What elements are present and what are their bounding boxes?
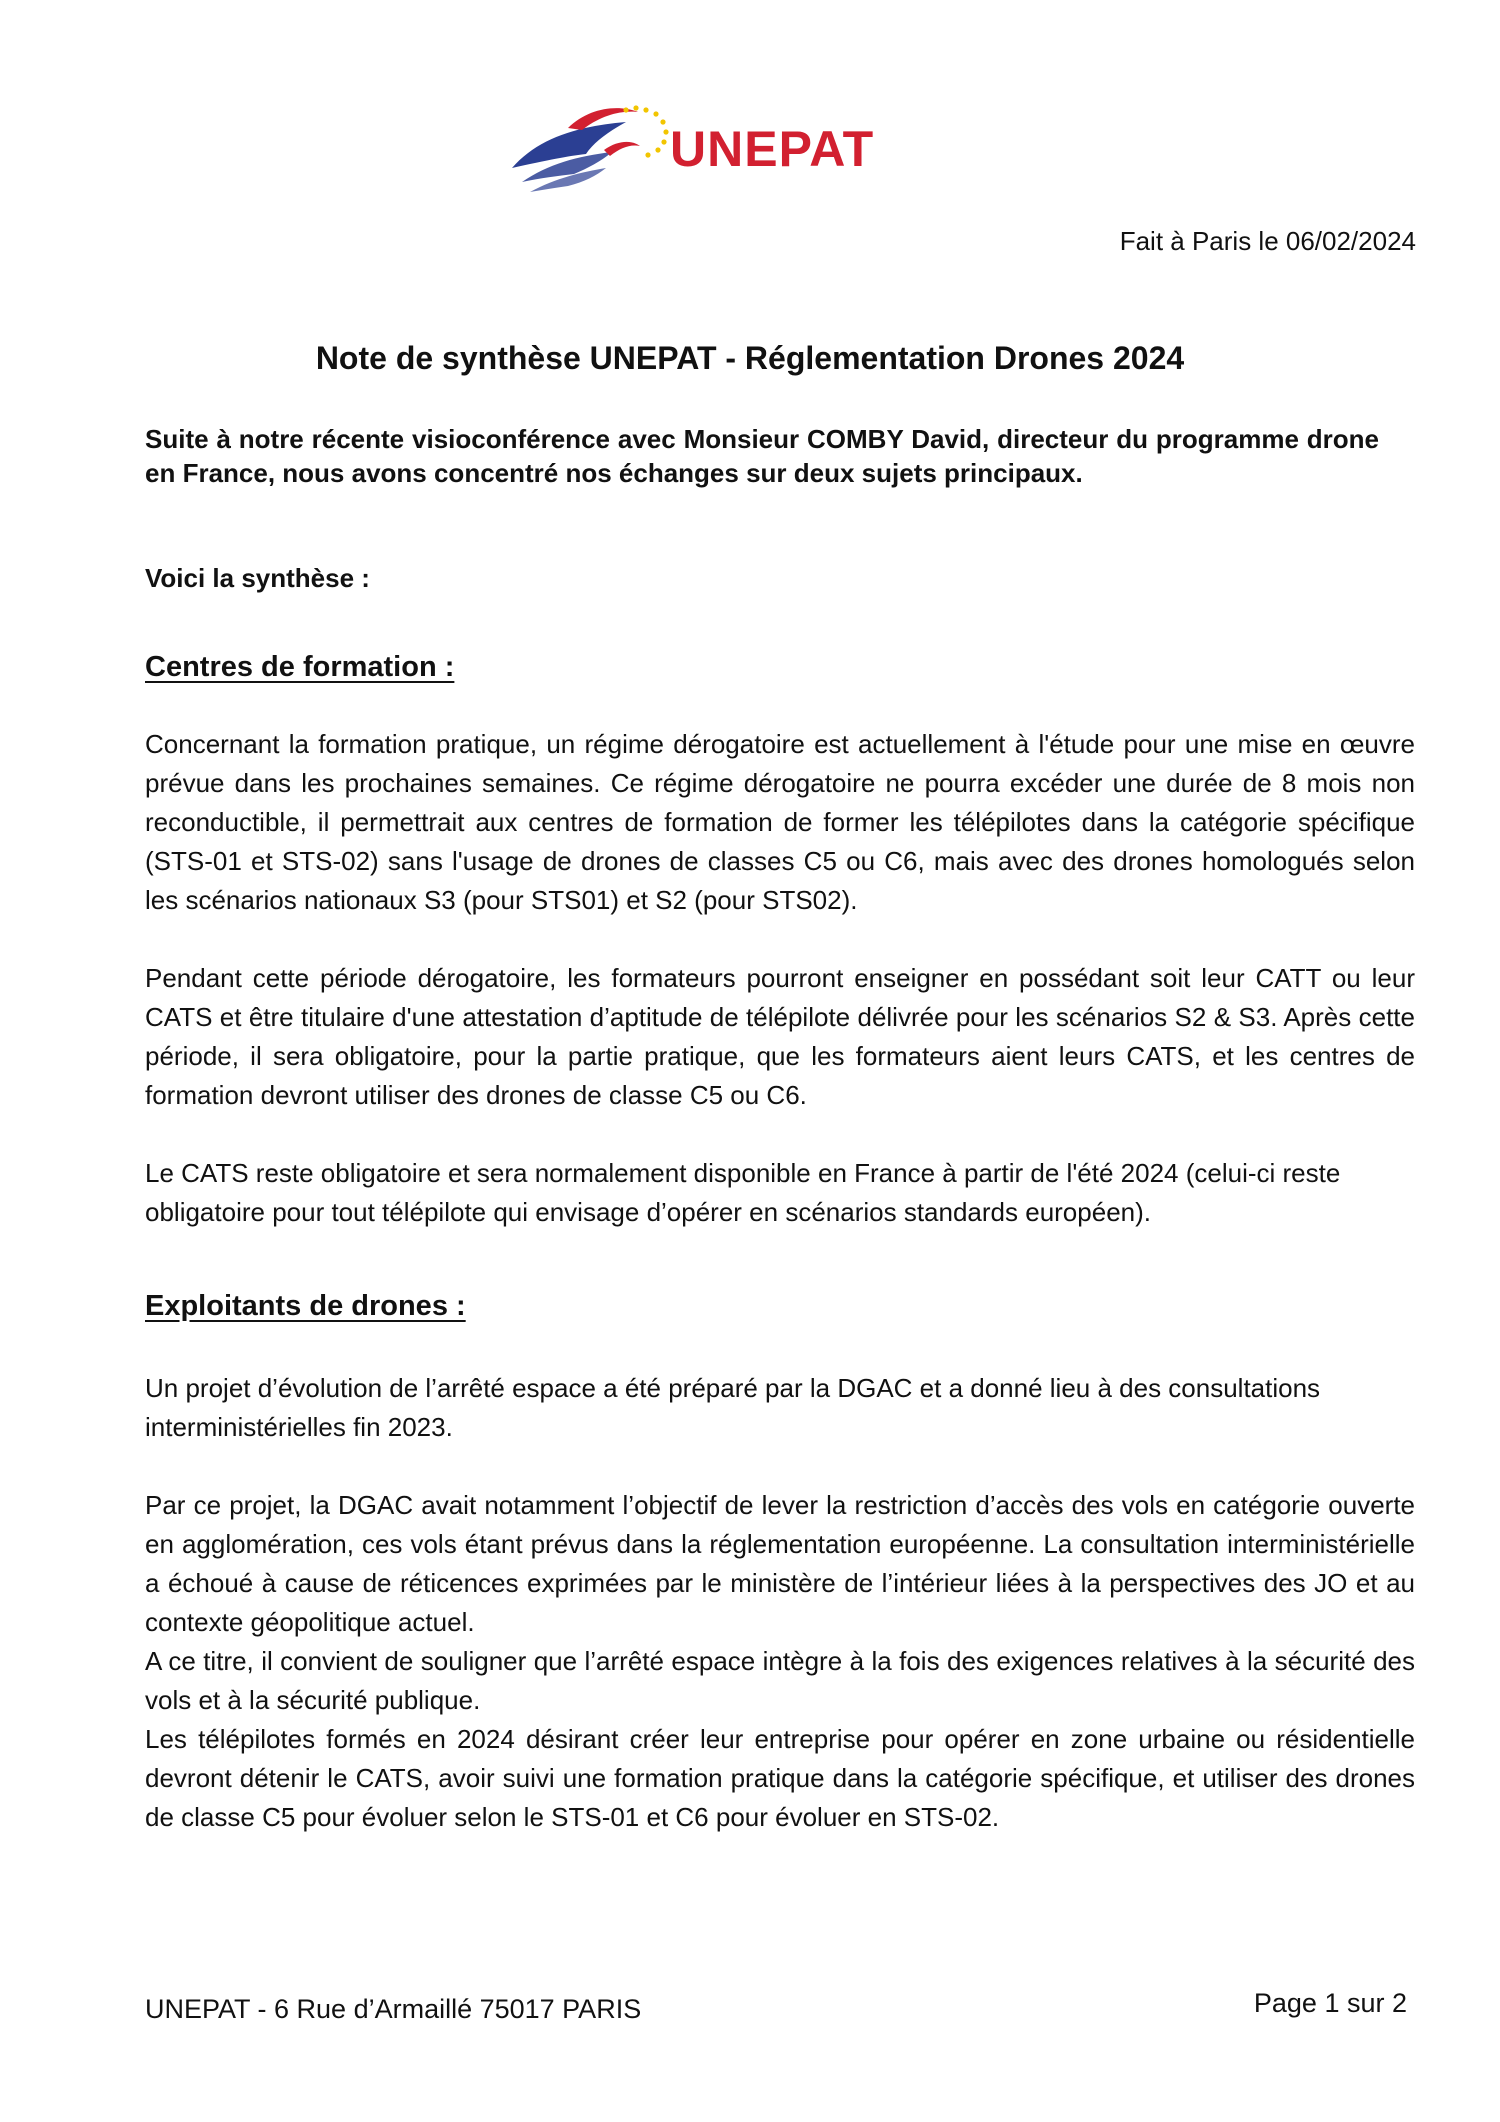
intro-text: Suite à notre récente visioconférence avec Monsieur COMBY David, directeur du programme drone en France, nous avons concentré nos échanges sur deux sujets principaux. bbox=[145, 424, 1379, 488]
section-heading-centres-de-formation: Centres de formation : bbox=[145, 651, 455, 683]
document-title: Note de synthèse UNEPAT - Réglementation Drones 2024 bbox=[315, 340, 1185, 376]
paragraph-text: Le CATS reste obligatoire et sera normalement disponible en France à partir de l'été 2024 (celui-ci reste obligatoire pour tout télépilote qui envisage d’opérer en scénarios standards européen). bbox=[145, 1158, 1341, 1227]
footer-address: UNEPAT - 6 Rue d’Armaillé 75017 PARIS bbox=[145, 1994, 642, 2024]
paragraph-text: Par ce projet, la DGAC avait notamment l’objectif de lever la restriction d’accès des vols en catégorie ouverte en agglomération, ces vols étant prévus dans la réglementation européenne. La consultation interministérielle a échoué à cause de réticences exprimées par le ministère de l’intérieur liées à la perspectives des JO et au contexte géopolitique actuel. bbox=[145, 1490, 1415, 1637]
section-paragraph bbox=[145, 1154, 1415, 1232]
paragraph-text: Les télépilotes formés en 2024 désirant créer leur entreprise pour opérer en zone urbaine ou résidentielle devront détenir le CATS, avoir suivi une formation pratique dans la catégorie spécifique, et utiliser des drones de classe C5 pour évoluer selon le STS-01 et C6 pour évoluer en STS-02. bbox=[145, 1724, 1415, 1832]
paragraph-text: Concernant la formation pratique, un régime dérogatoire est actuellement à l'étude pour une mise en œuvre prévue dans les prochaines semaines. Ce régime dérogatoire ne pourra excéder une durée de 8 mois non reconductible, il permettrait aux centres de formation de former les télépilotes dans la catégorie spécifique (STS-01 et STS-02) sans l'usage de drones de classes C5 ou C6, mais avec des drones homologués selon les scénarios nationaux S3 (pour STS01) et S2 (pour STS02). bbox=[145, 729, 1415, 915]
section-paragraph bbox=[145, 959, 1415, 1115]
section-heading-exploitants-de-drones: Exploitants de drones : bbox=[145, 1290, 466, 1322]
section-paragraph bbox=[145, 1486, 1415, 1837]
bird-logo-icon bbox=[508, 98, 888, 194]
paragraph-text: Un projet d’évolution de l’arrêté espace a été préparé par la DGAC et a donné lieu à des consultations interministérielles fin 2023. bbox=[145, 1373, 1321, 1442]
logo-wordmark: UNEPAT bbox=[670, 121, 875, 177]
unepat-logo bbox=[508, 98, 888, 194]
summary-label: Voici la synthèse : bbox=[145, 563, 370, 593]
document-date: Fait à Paris le 06/02/2024 bbox=[1119, 226, 1416, 256]
section-paragraph bbox=[145, 725, 1415, 920]
intro-paragraph bbox=[145, 422, 1379, 490]
paragraph-text: Pendant cette période dérogatoire, les formateurs pourront enseigner en possédant soit leur CATT ou leur CATS et être titulaire d'une attestation d’aptitude de télépilote délivrée pour les scénarios S2 & S3. Après cette période, il sera obligatoire, pour la partie pratique, que les formateurs aient leurs CATS, et les centres de formation devront utiliser des drones de classe C5 ou C6. bbox=[145, 963, 1415, 1110]
paragraph-text: A ce titre, il convient de souligner que l’arrêté espace intègre à la fois des exigences relatives à la sécurité des vols et à la sécurité publique. bbox=[145, 1646, 1415, 1715]
page-number: Page 1 sur 2 bbox=[1253, 1988, 1407, 2018]
section-paragraph bbox=[145, 1369, 1415, 1447]
